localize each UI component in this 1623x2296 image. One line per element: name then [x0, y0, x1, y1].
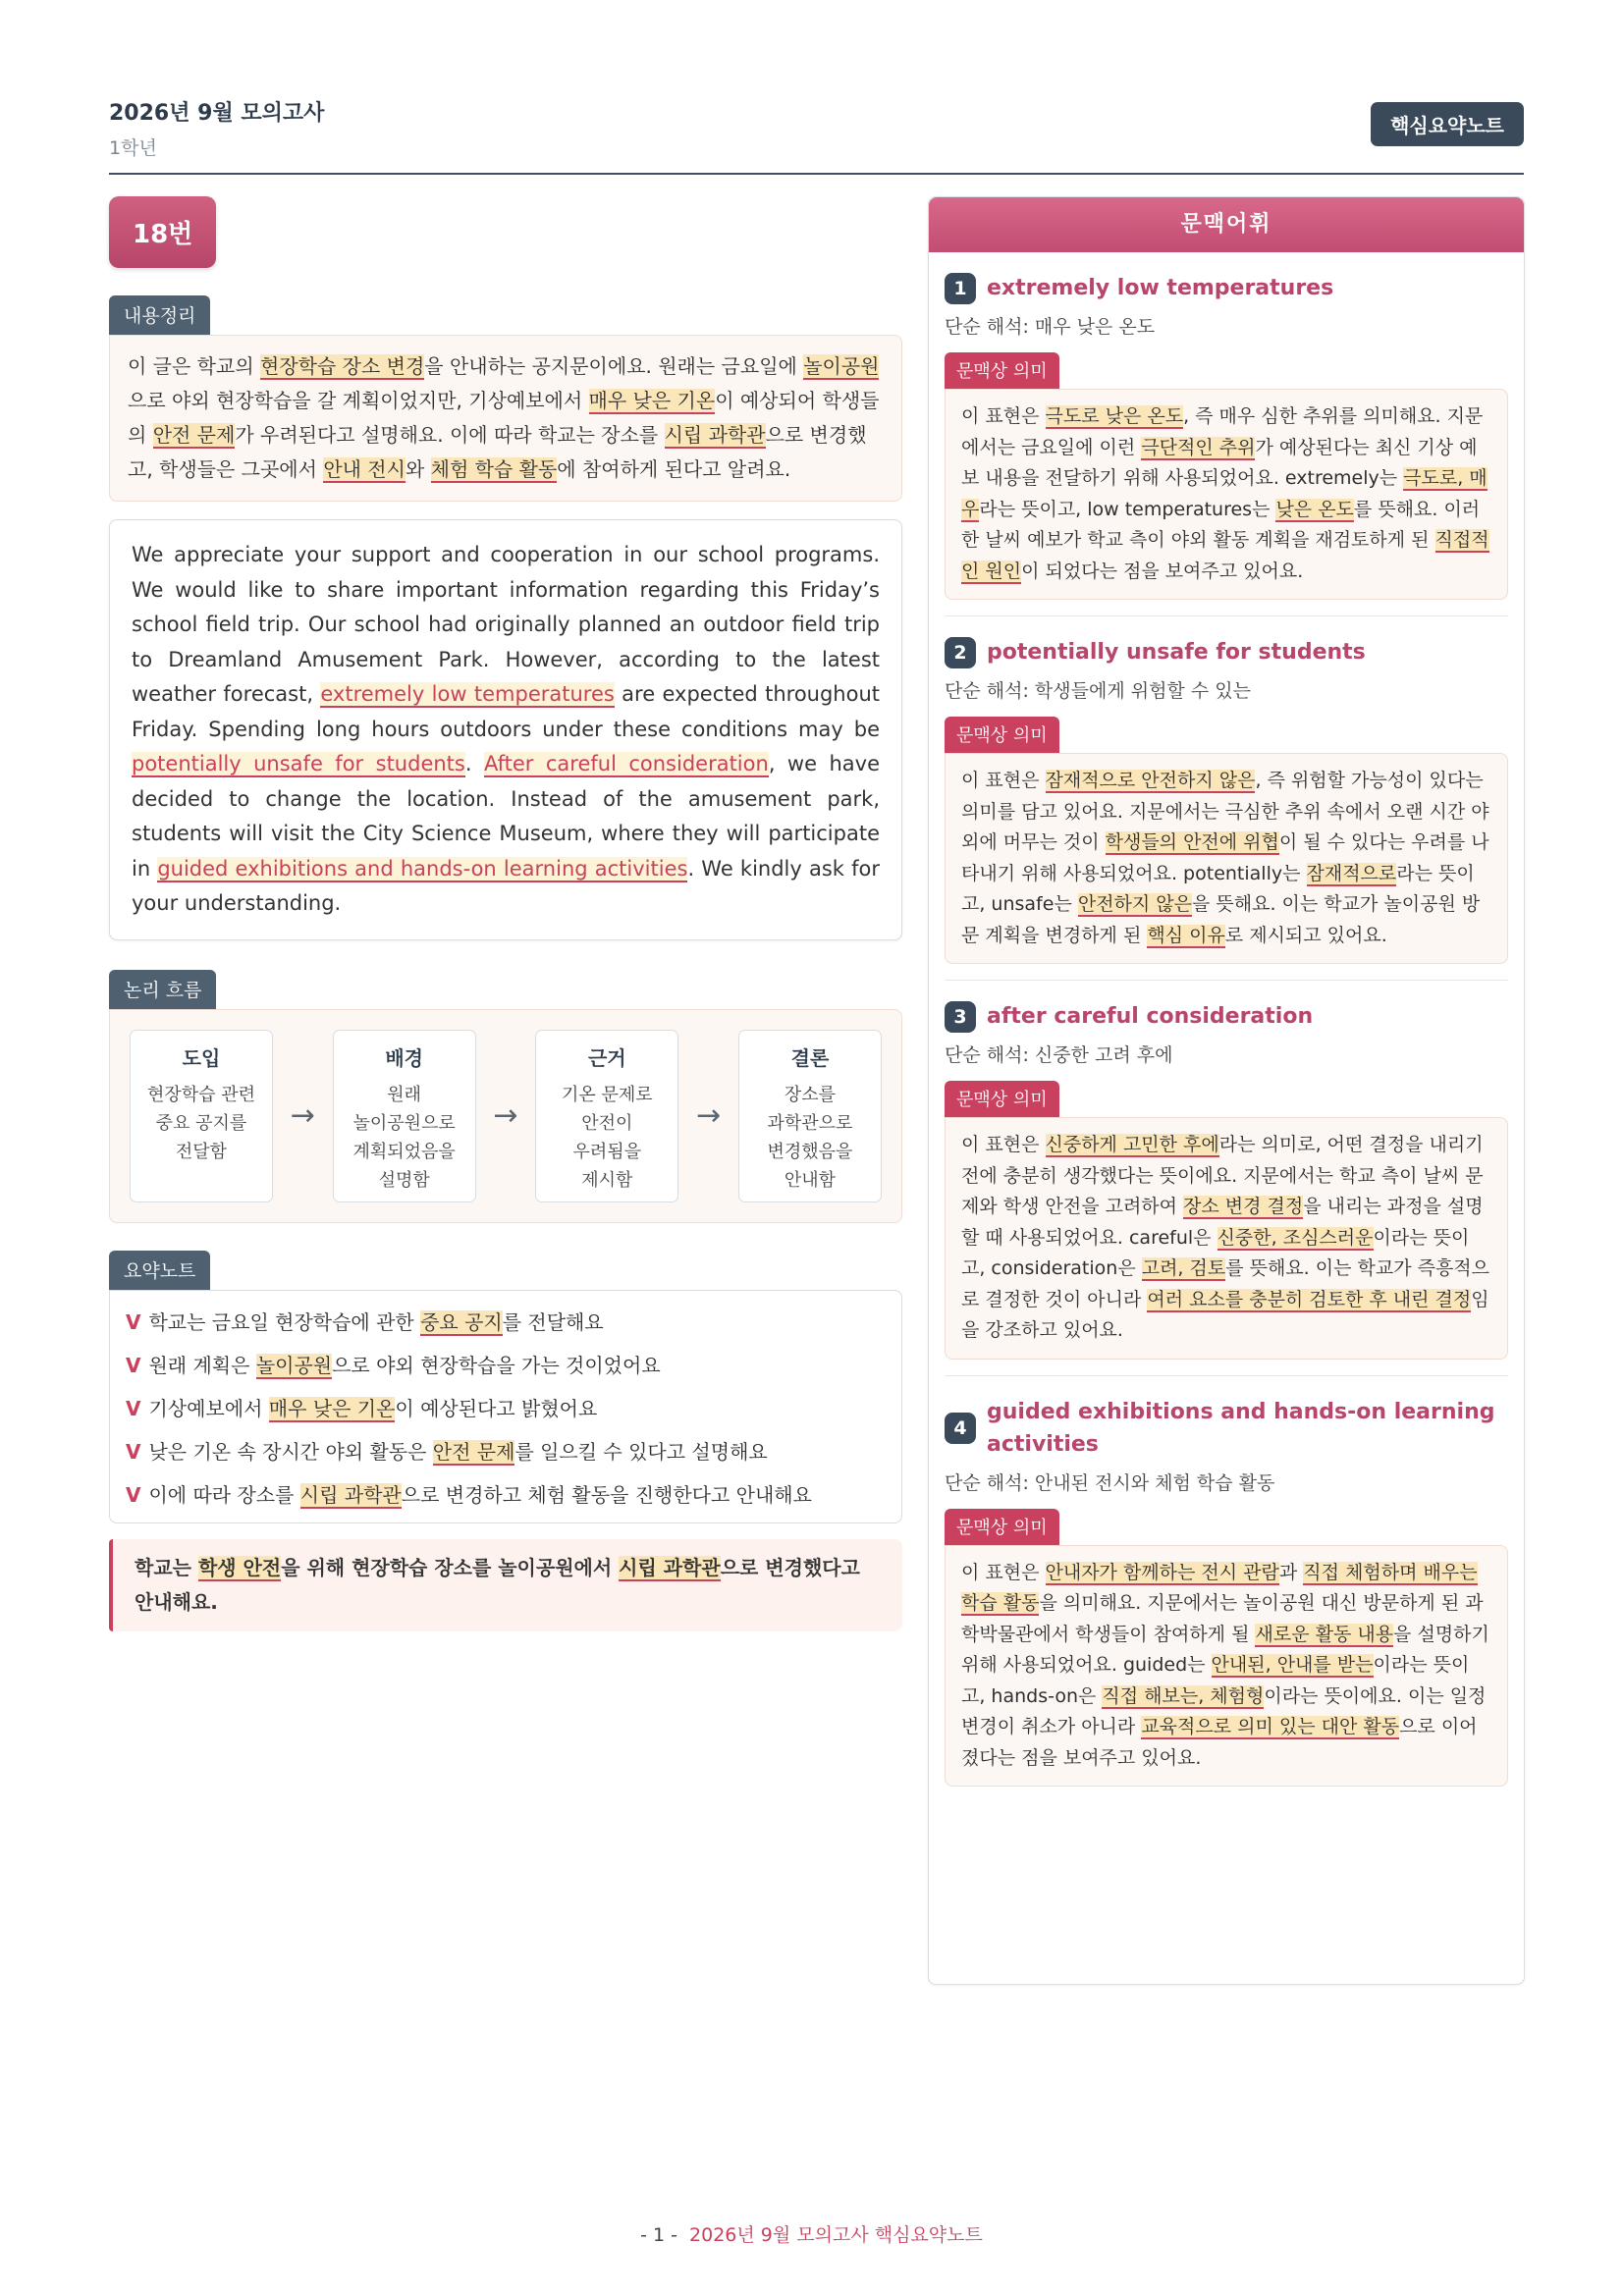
text-segment: 라는 뜻이고, low temperatures는 [979, 498, 1276, 520]
vocab-heading [945, 272, 1508, 304]
arrow-right-icon: → [696, 1098, 722, 1133]
flow-step-body [739, 1081, 881, 1195]
highlight: 직접 해보는, 체험형 [1102, 1684, 1265, 1707]
highlight: 핵심 이유 [1147, 924, 1225, 946]
translation-text: 신중한 고려 후에 [1034, 1044, 1173, 1066]
flow-step-title: 도입 [182, 1045, 221, 1070]
vocab-phrase: potentially unsafe for students [987, 640, 1366, 665]
text-segment: 이 예상되어 학생들의 [128, 389, 880, 447]
text-segment: 를 전달해요 [502, 1309, 604, 1334]
highlight: 고려, 검토 [1141, 1257, 1226, 1279]
check-icon: V [126, 1309, 141, 1334]
page-number: - 1 - [640, 2224, 678, 2246]
question-number-badge: 18번 [109, 196, 216, 268]
highlight: 신중하게 고민한 후에 [1045, 1134, 1219, 1155]
flow-step-title: 결론 [790, 1045, 830, 1070]
text-segment: 임을 강조하고 있어요. [961, 1288, 1489, 1341]
flow-step-evidence [535, 1030, 678, 1202]
vocab-item [945, 1376, 1508, 1803]
note-item [126, 1430, 886, 1473]
text-segment: 를 뜻해요. 이는 학교가 즉흥적으로 결정한 것이 아니라 [961, 1257, 1490, 1310]
highlight: 안내 전시 [323, 457, 406, 481]
context-box [945, 1545, 1508, 1788]
text-segment: 으로 변경하고 체험 활동을 진행한다고 안내해요 [401, 1482, 812, 1507]
check-icon: V [126, 1439, 141, 1464]
highlight: 새로운 활동 내용 [1255, 1623, 1394, 1645]
highlight: 안내자가 함께하는 전시 관람 [1045, 1561, 1279, 1583]
highlight: 직접 체험하며 배우는 학습 활동 [961, 1561, 1478, 1614]
highlight: 놀이공원 [803, 354, 880, 378]
translation-text: 학생들에게 위험할 수 있는 [1034, 680, 1251, 702]
arrow-right-icon: → [493, 1098, 518, 1133]
highlight: 중요 공지 [420, 1309, 503, 1334]
notes-tag: 요약노트 [109, 1251, 210, 1290]
flow-line: 놀이공원으로 [352, 1112, 456, 1134]
text-segment: 이라는 뜻이고, consideration은 [961, 1226, 1470, 1279]
highlight: 잠재적으로 안전하지 않은 [1045, 770, 1256, 791]
text-segment: 으로 변경했다고 안내해요. [135, 1555, 860, 1614]
text-segment: 을 의미해요. 지문에서는 놀이공원 대신 방문하게 된 과학박물관에서 학생들이 참여하게 될 [961, 1592, 1484, 1645]
text-segment: . We kindly ask for your understanding. [132, 856, 880, 915]
vocab-item [945, 981, 1508, 1376]
highlight: 여러 요소를 충분히 검토한 후 내린 결정 [1147, 1288, 1472, 1310]
text-segment: 학교는 [135, 1555, 198, 1579]
page-header [109, 94, 1524, 175]
vocab-heading [945, 1000, 1508, 1033]
text-segment: 이 표현은 [961, 405, 1046, 427]
highlight: 학생 안전 [197, 1555, 282, 1579]
text-segment: 를 뜻해요. 이러한 날씨 예보가 학교 측이 야외 활동 계획을 재검토하게 된 [961, 498, 1481, 551]
text-segment: 이 표현은 [961, 770, 1046, 791]
highlight: 안내된, 안내를 받는 [1211, 1654, 1374, 1676]
passage-highlight: extremely low temperatures [320, 682, 615, 706]
text-segment: 을 안내하는 공지문이에요. 원래는 금요일에 [424, 354, 804, 378]
flow-line: 우려됨을 [572, 1141, 642, 1162]
summary-tag: 내용정리 [109, 295, 210, 335]
conclusion-box [109, 1539, 902, 1631]
text-segment: . [464, 752, 484, 775]
text-segment: are expected throughout Friday. Spending long hours outdoors under these conditions may be [132, 682, 881, 741]
flow-step-background [333, 1030, 476, 1202]
note-item [126, 1473, 886, 1517]
context-tag: 문맥상 의미 [945, 352, 1059, 389]
flow-line: 안전이 [581, 1112, 633, 1134]
highlight: 학생들의 안전에 위협 [1105, 831, 1279, 853]
text-segment: 와 [405, 457, 431, 481]
text-segment: , we have decided to change the location. Instead of the amusement park, students will visit the City Science Museum, where they will participate in [132, 752, 880, 881]
translation-text: 안내된 전시와 체험 학습 활동 [1034, 1471, 1275, 1494]
text-segment: 으로 변경했고, 학생들은 그곳에서 [128, 423, 867, 481]
flow-line: 중요 공지를 [155, 1112, 247, 1134]
text-segment: 로 제시되고 있어요. [1224, 924, 1387, 946]
flow-tag: 논리 흐름 [109, 970, 216, 1009]
text-segment: , 즉 위험할 가능성이 있다는 의미를 담고 있어요. 지문에서는 극심한 추위 속에서 오랜 시간 야외에 머무는 것이 [961, 770, 1489, 853]
highlight: 안전 문제 [432, 1439, 515, 1464]
flow-line: 설명함 [378, 1169, 430, 1191]
context-tag: 문맥상 의미 [945, 1509, 1059, 1545]
highlight: 안전 문제 [152, 423, 236, 447]
text-segment: 라는 뜻이고, unsafe는 [961, 862, 1475, 915]
translation-label: 단순 해석: [945, 316, 1035, 338]
text-segment: 가 우려된다고 설명해요. 이에 따라 학교는 장소를 [235, 423, 665, 447]
note-item [126, 1301, 886, 1344]
text-segment: 과 [1278, 1561, 1304, 1583]
context-box [945, 389, 1508, 600]
vocab-phrase: after careful consideration [987, 1004, 1314, 1029]
flow-line: 전달함 [175, 1141, 228, 1162]
highlight: 체험 학습 활동 [430, 457, 558, 481]
text-segment: 이 예상된다고 밝혔어요 [395, 1396, 598, 1420]
translation-label: 단순 해석: [945, 1044, 1035, 1066]
flow-line: 기온 문제로 [561, 1084, 653, 1105]
flow-step-title: 근거 [587, 1045, 626, 1070]
vocab-list [929, 252, 1524, 1802]
text-segment: 이라는 뜻이고, hands-on은 [961, 1654, 1470, 1707]
arrow-right-icon: → [290, 1098, 315, 1133]
text-segment: 낮은 기온 속 장시간 야외 활동은 [148, 1439, 433, 1464]
vocab-heading [945, 1396, 1508, 1461]
vocab-item [945, 616, 1508, 981]
summary-box [109, 335, 902, 502]
notes-list [109, 1290, 902, 1523]
highlight: 직접적인 원인 [961, 529, 1489, 582]
highlight: 시립 과학관 [299, 1482, 402, 1507]
highlight: 신중한, 조심스러운 [1217, 1226, 1374, 1249]
highlight: 시립 과학관 [619, 1555, 721, 1579]
vocab-number-badge: 3 [945, 1001, 976, 1033]
exam-title: 2026년 9월 모의고사 [109, 101, 325, 126]
text-segment: 이라는 뜻이에요. 이는 일정 변경이 취소가 아니라 [961, 1684, 1487, 1737]
text-segment: 이 될 수 있다는 우려를 나타내기 위해 사용되었어요. potentially는 [961, 831, 1489, 884]
text-segment: 를 일으킬 수 있다고 설명해요 [514, 1439, 768, 1464]
flow-line: 제시함 [581, 1169, 633, 1191]
text-segment: 이 표현은 [961, 1134, 1046, 1155]
text-segment: We appreciate your support and cooperation in our school programs. We would like to share important information regarding this Friday’s school field trip. Our school had originally planned an outdoor field trip to Dreamland Amusement Park. However, according to the latest weather forecast, [132, 543, 880, 706]
vocab-panel [928, 196, 1525, 1985]
text-segment: 으로 야외 현장학습을 가는 것이었어요 [332, 1353, 661, 1377]
english-passage [109, 519, 902, 940]
context-tag: 문맥상 의미 [945, 717, 1059, 753]
text-segment: , 즉 매우 심한 추위를 의미해요. 지문에서는 금요일에 이런 [961, 405, 1484, 458]
footer-title: 2026년 9월 모의고사 핵심요약노트 [689, 2224, 983, 2246]
note-item [126, 1344, 886, 1387]
translation-label: 단순 해석: [945, 680, 1035, 702]
flow-line: 과학관으로 [767, 1112, 853, 1134]
check-icon: V [126, 1353, 141, 1377]
text-segment: 이 글은 학교의 [128, 354, 260, 378]
text-segment: 을 내리는 과정을 설명할 때 사용되었어요. careful은 [961, 1196, 1484, 1249]
text-segment: 라는 의미로, 어떤 결정을 내리기 전에 충분히 생각했다는 뜻이에요. 지문에서는 학교 측이 날씨 문제와 학생 안전을 고려하여 [961, 1134, 1484, 1217]
vocab-item [945, 252, 1508, 616]
summary-section [109, 295, 902, 502]
context-tag: 문맥상 의미 [945, 1081, 1059, 1117]
flow-line: 원래 [387, 1084, 422, 1105]
vocab-number-badge: 4 [945, 1413, 976, 1444]
highlight: 극단적인 추위 [1141, 436, 1256, 458]
flow-step-body [334, 1081, 475, 1195]
highlight: 놀이공원 [255, 1353, 333, 1377]
text-segment: 가 예상된다는 최신 기상 예보 내용을 전달하기 위해 사용되었어요. extremely는 [961, 436, 1478, 489]
flow-step-body [536, 1081, 677, 1195]
text-segment: 원래 계획은 [148, 1353, 256, 1377]
vocab-panel-title: 문맥어휘 [929, 197, 1524, 252]
text-segment: 이 되었다는 점을 보여주고 있어요. [1021, 560, 1304, 582]
text-segment: 에 참여하게 된다고 알려요. [557, 457, 791, 481]
highlight: 매우 낮은 기온 [588, 389, 716, 412]
page-footer [0, 2220, 1623, 2247]
passage-highlight: potentially unsafe for students [132, 752, 465, 775]
highlight: 교육적으로 의미 있는 대안 활동 [1141, 1716, 1400, 1737]
text-segment: 으로 이어졌다는 점을 보여주고 있어요. [961, 1716, 1478, 1769]
highlight: 시립 과학관 [664, 423, 766, 447]
flow-step-title: 배경 [385, 1045, 423, 1070]
vocab-translation [945, 1468, 1508, 1495]
flow-diagram [109, 1009, 902, 1223]
highlight: 극도로 낮은 온도 [1045, 405, 1184, 427]
flow-step-conclusion [738, 1030, 882, 1202]
vocab-number-badge: 1 [945, 273, 976, 304]
passage-highlight: guided exhibitions and hands-on learning activities [157, 856, 688, 881]
vocab-heading [945, 636, 1508, 668]
translation-label: 단순 해석: [945, 1471, 1035, 1494]
text-segment: 을 뜻해요. 이는 학교가 놀이공원 방문 계획을 변경하게 된 [961, 893, 1481, 946]
text-segment: 을 위해 현장학습 장소를 놀이공원에서 [281, 1555, 620, 1579]
vocab-phrase: extremely low temperatures [987, 276, 1334, 300]
vocab-translation [945, 1041, 1508, 1067]
flow-line: 장소를 [784, 1084, 837, 1105]
note-item [126, 1387, 886, 1430]
check-icon: V [126, 1396, 141, 1420]
highlight: 극도로, 매우 [961, 467, 1488, 520]
context-box [945, 753, 1508, 964]
text-segment: 학교는 금요일 현장학습에 관한 [148, 1309, 421, 1334]
highlight: 매우 낮은 기온 [268, 1396, 396, 1420]
flow-line: 변경했음을 [767, 1141, 853, 1162]
flow-section [109, 970, 902, 1223]
text-segment: 을 설명하기 위해 사용되었어요. guided는 [961, 1623, 1489, 1676]
context-box [945, 1117, 1508, 1360]
vocab-translation [945, 676, 1508, 703]
vocab-number-badge: 2 [945, 637, 976, 668]
highlight: 현장학습 장소 변경 [260, 354, 425, 378]
highlight: 잠재적으로 [1306, 862, 1397, 884]
flow-step-body [131, 1081, 272, 1166]
flow-step-intro [130, 1030, 273, 1202]
notes-section [109, 1251, 902, 1523]
left-column [109, 196, 902, 1631]
highlight: 장소 변경 결정 [1183, 1196, 1304, 1217]
translation-text: 매우 낮은 온도 [1034, 316, 1156, 338]
passage-highlight: After careful consideration [483, 752, 769, 775]
flow-line: 현장학습 관련 [146, 1084, 256, 1105]
text-segment: 기상예보에서 [148, 1396, 269, 1420]
text-segment: 이 표현은 [961, 1561, 1046, 1583]
highlight: 안전하지 않은 [1077, 893, 1193, 915]
grade-label: 1학년 [109, 137, 157, 159]
text-segment: 으로 야외 현장학습을 갈 계획이었지만, 기상예보에서 [128, 389, 589, 412]
text-segment: 이에 따라 장소를 [148, 1482, 300, 1507]
check-icon: V [126, 1482, 141, 1507]
note-type-badge: 핵심요약노트 [1371, 102, 1524, 146]
flow-line: 안내함 [784, 1169, 837, 1191]
vocab-translation [945, 312, 1508, 339]
flow-line: 계획되었음을 [352, 1141, 456, 1162]
highlight: 낮은 온도 [1275, 498, 1354, 520]
vocab-phrase: guided exhibitions and hands-on learning activities [987, 1399, 1495, 1457]
